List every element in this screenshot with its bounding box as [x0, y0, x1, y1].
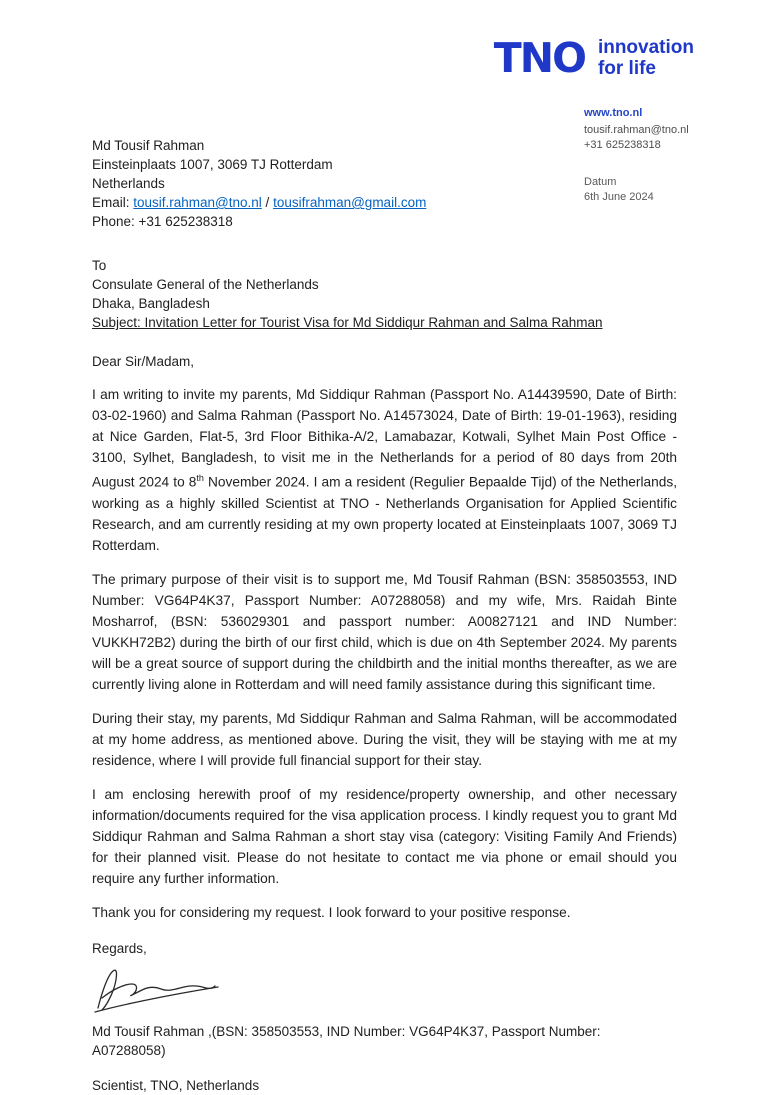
- sender-country: Netherlands: [92, 176, 165, 191]
- date-value: 6th June 2024: [584, 191, 654, 203]
- tno-logo: [493, 34, 694, 83]
- salutation: Dear Sir/Madam,: [92, 354, 195, 369]
- recipient-line1: Consulate General of the Netherlands: [92, 277, 319, 292]
- signer-title: Scientist, TNO, Netherlands: [92, 1077, 260, 1093]
- sender-block: [92, 136, 677, 231]
- date-label: Datum: [584, 176, 617, 188]
- sender-email-link-1[interactable]: tousif.rahman@tno.nl: [133, 195, 262, 210]
- paragraph-2: The primary purpose of their visit is to support me, Md Tousif Rahman (BSN: 358503553, IND Number: VG64P4K37, Passport Number: A07288058) and my wife, Mrs. Raidah Binte Mosharrof, (BSN: 536029301 and passport number: A00827121 and IND Number: VUKKH72B2) during the birth of our first child, which is due on 4th September 2024. My parents will be a great source of support during the childbirth and the initial months thereafter, as we are currently living alone in Rotterdam and will need family assistance during this significant time.: [92, 571, 677, 692]
- subject-line: Subject: Invitation Letter for Tourist Visa for Md Siddiqur Rahman and Salma Rahman: [92, 315, 603, 330]
- paragraph-1-superscript: th: [196, 473, 204, 483]
- signer-line: Md Tousif Rahman ,(BSN: 358503553, IND Number: VG64P4K37, Passport Number: A07288058): [92, 1023, 601, 1058]
- sender-phone-line: Phone: +31 625238318: [92, 214, 233, 229]
- paragraph-1-text-cont: November 2024. I am a resident (Regulier Bepaalde Tijd) of the Netherlands, working as a highly skilled Scientist at TNO - Netherlands Organisation for Applied Scientific Research, and am currently residing at my own property located at Einsteinplaats 1007, 3069 TJ Rotterdam.: [92, 474, 678, 553]
- paragraph-4: I am enclosing herewith proof of my residence/property ownership, and other necessary information/documents required for the visa application process. I kindly request you to grant Md Siddiqur Rahman and Salma Rahman a short stay visa (category: Visiting Family And Friends) for their planned visit. Please do not hesitate to contact me via phone or email should you require any further information.: [92, 786, 677, 886]
- tno-tagline: [598, 38, 694, 79]
- tno-tagline-line1: innovation: [597, 37, 694, 58]
- contact-phone: +31 625238318: [584, 139, 661, 151]
- signature-scribble: [92, 964, 232, 1016]
- sender-address: Einsteinplaats 1007, 3069 TJ Rotterdam: [92, 157, 333, 172]
- paragraph-3: During their stay, my parents, Md Siddiqur Rahman and Salma Rahman, will be accommodated at my home address, as mentioned above. During the visit, they will be staying with me at my residence, where I will provide full financial support for their stay.: [92, 710, 677, 768]
- body-text: [92, 384, 677, 923]
- sender-email-link-2[interactable]: tousifrahman@gmail.com: [273, 195, 427, 210]
- recipient-line2: Dhaka, Bangladesh: [92, 296, 210, 311]
- sender-name: Md Tousif Rahman: [92, 138, 205, 153]
- website-link[interactable]: www.tno.nl: [584, 107, 643, 119]
- letter-body-column: [92, 136, 677, 1095]
- paragraph-5: Thank you for considering my request. I look forward to your positive response.: [92, 904, 571, 920]
- contact-email: tousif.rahman@tno.nl: [584, 124, 689, 136]
- recipient-block: [92, 256, 677, 332]
- sender-email-line: [92, 193, 677, 212]
- tno-logo-wordmark: TNO: [493, 34, 585, 83]
- recipient-to-label: To: [92, 258, 107, 273]
- paragraph-1: [92, 384, 677, 556]
- email-label: Email:: [92, 195, 134, 210]
- tno-tagline-line2: for life: [597, 57, 656, 79]
- regards: Regards,: [92, 940, 147, 956]
- signature-image: [92, 964, 677, 1016]
- email-separator: /: [261, 195, 274, 210]
- paragraph-1-text: I am writing to invite my parents, Md Siddiqur Rahman (Passport No. A14439590, Date of Birth: 03-02-1960) and Salma Rahman (Passport No. A14573024, Date of Birth: 19-01-1963), residing at Nice Garden, Flat-5, 3rd Floor Bithika-A/2, Lamabazar, Kotwali, Sylhet Main Post Office - 3100, Sylhet, Bangladesh, to visit me in the Netherlands for a period of 80 days from 20th August 2024 to 8: [92, 387, 677, 490]
